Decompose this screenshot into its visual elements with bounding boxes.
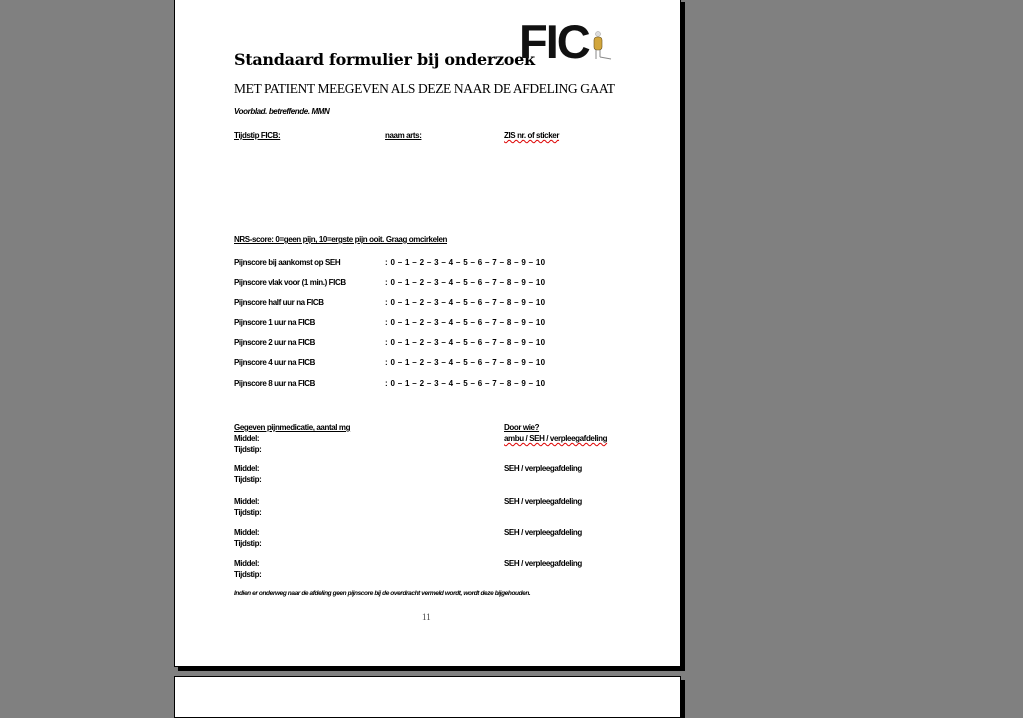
nrs-scale: : 0 – 1 – 2 – 3 – 4 – 5 – 6 – 7 – 8 – 9 – 10 <box>385 298 546 307</box>
time-label: Tijdstip: <box>234 445 262 454</box>
nrs-row-label: Pijnscore vlak voor (1 min.) FICB <box>234 278 346 287</box>
administered-by <box>504 434 607 443</box>
time-label: Tijdstip: <box>234 570 262 579</box>
person-figure-icon <box>591 31 613 61</box>
footnote: Indien er onderweg naar de afdeling geen pijnscore bij de overdracht vermeld wordt, wordt deze bijgehouden. <box>234 590 531 597</box>
nrs-row-label: Pijnscore 8 uur na FICB <box>234 379 316 388</box>
page-number: 11 <box>422 612 431 622</box>
medication-label: Middel: <box>234 559 260 568</box>
medication-label: Middel: <box>234 434 260 443</box>
medication-label: Middel: <box>234 528 260 537</box>
next-document-page <box>174 676 681 718</box>
cover-note: Voorblad. betreffende. MMN <box>234 107 330 116</box>
nrs-row-label: Pijnscore 1 uur na FICB <box>234 318 316 327</box>
time-label: Tijdstip: <box>234 508 262 517</box>
field-doctor-label <box>385 131 421 140</box>
field-time-label: Tijdstip FICB: <box>234 131 281 140</box>
nrs-heading: NRS-score: 0=geen pijn, 10=ergste pijn ooit. Graag omcirkelen <box>234 235 448 244</box>
nrs-scale: : 0 – 1 – 2 – 3 – 4 – 5 – 6 – 7 – 8 – 9 – 10 <box>385 318 546 327</box>
medication-heading: Gegeven pijnmedicatie, aantal mg <box>234 423 351 432</box>
administered-by: SEH / verpleegafdeling <box>504 497 582 506</box>
time-label: Tijdstip: <box>234 539 262 548</box>
nrs-row-label: Pijnscore bij aankomst op SEH <box>234 258 341 267</box>
administered-by: SEH / verpleegafdeling <box>504 528 582 537</box>
nrs-scale: : 0 – 1 – 2 – 3 – 4 – 5 – 6 – 7 – 8 – 9 – 10 <box>385 379 546 388</box>
administered-by-text: ambu / SEH / verpleegafdeling <box>504 434 608 443</box>
time-label: Tijdstip: <box>234 475 262 484</box>
field-sticker-label <box>504 131 559 140</box>
medication-label: Middel: <box>234 497 260 506</box>
document-subtitle: MET PATIENT MEEGEVEN ALS DEZE NAAR DE AFDELING GAAT <box>234 81 615 96</box>
document-page <box>174 0 681 667</box>
administered-by: SEH / verpleegafdeling <box>504 559 582 568</box>
nrs-row-label: Pijnscore 4 uur na FICB <box>234 358 316 367</box>
field-doctor-text: naam arts: <box>385 131 422 140</box>
nrs-scale: : 0 – 1 – 2 – 3 – 4 – 5 – 6 – 7 – 8 – 9 – 10 <box>385 258 546 267</box>
administered-by: SEH / verpleegafdeling <box>504 464 582 473</box>
field-sticker-text: ZIS nr. of sticker <box>504 131 560 140</box>
document-title: Standaard formulier bij onderzoek <box>234 50 535 69</box>
fic-logo <box>519 15 619 68</box>
medication-label: Middel: <box>234 464 260 473</box>
logo-text: FIC <box>519 15 589 68</box>
by-whom-heading: Door wie? <box>504 423 540 432</box>
nrs-scale: : 0 – 1 – 2 – 3 – 4 – 5 – 6 – 7 – 8 – 9 – 10 <box>385 278 546 287</box>
nrs-row-label: Pijnscore half uur na FICB <box>234 298 324 307</box>
nrs-row-label: Pijnscore 2 uur na FICB <box>234 338 316 347</box>
nrs-scale: : 0 – 1 – 2 – 3 – 4 – 5 – 6 – 7 – 8 – 9 – 10 <box>385 338 546 347</box>
nrs-scale: : 0 – 1 – 2 – 3 – 4 – 5 – 6 – 7 – 8 – 9 – 10 <box>385 358 546 367</box>
